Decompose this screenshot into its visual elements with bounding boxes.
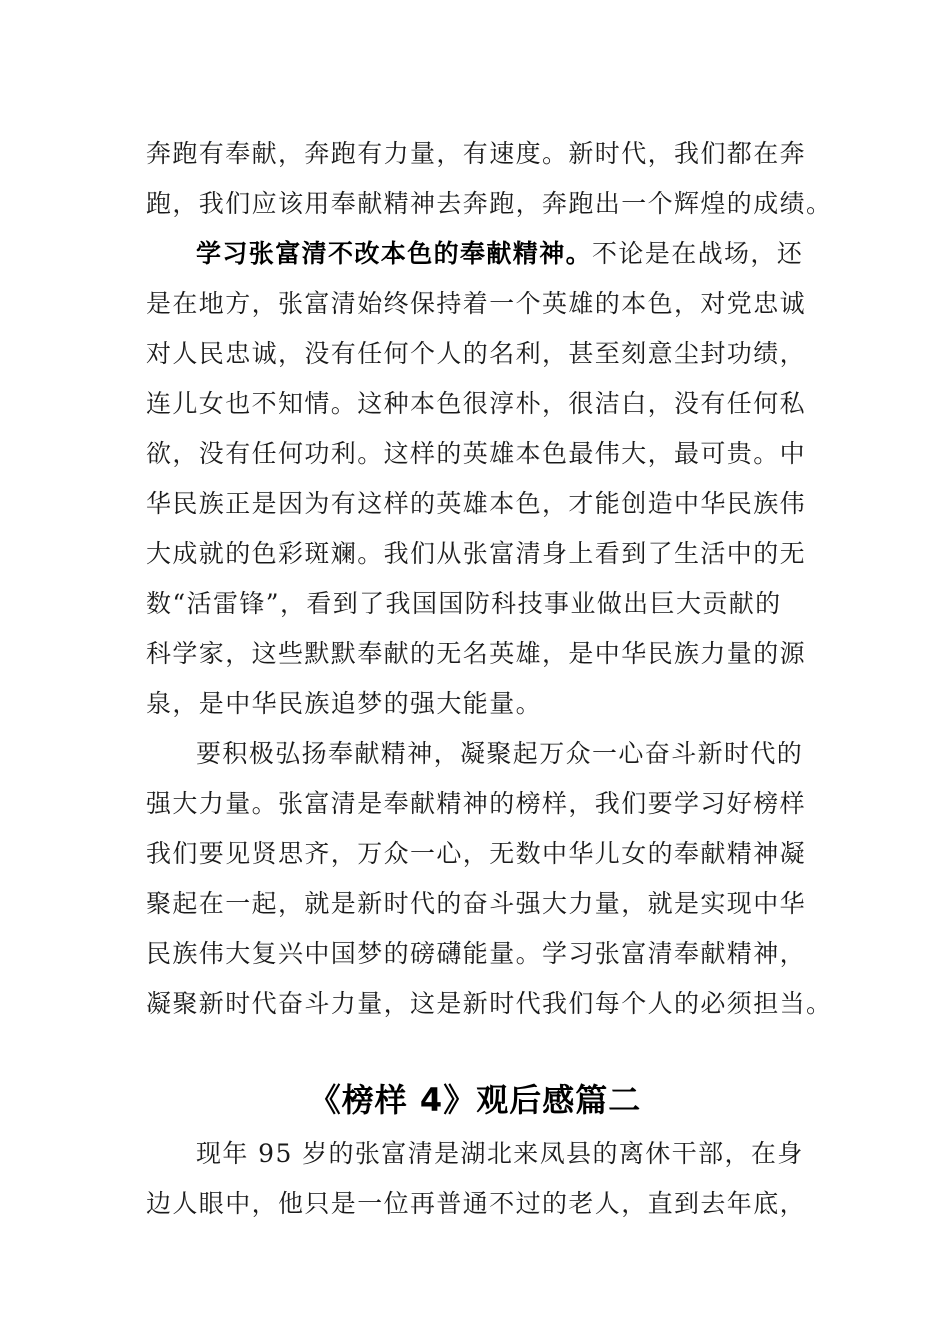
paragraph-line: 泉，是中华民族追梦的强大能量。 <box>146 689 543 718</box>
paragraph-line: 奔跑有奉献，奔跑有力量，有速度。新时代，我们都在奔 <box>146 139 807 168</box>
paragraph-first-line <box>196 238 806 270</box>
paragraph-first-line: 现年 95 岁的张富清是湖北来凤县的离休干部，在身 <box>196 1139 804 1168</box>
paragraph-line: 强大力量。张富清是奉献精神的榜样，我们要学习好榜样 <box>146 789 807 818</box>
paragraph-line: 我们要见贤思齐，万众一心，无数中华儿女的奉献精神凝 <box>146 839 807 868</box>
paragraph-line: 欲，没有任何功利。这样的英雄本色最伟大，最可贵。中 <box>146 439 807 468</box>
paragraph-line: 对人民忠诚，没有任何个人的名利，甚至刻意尘封功绩， <box>146 339 807 368</box>
bold-lead-text: 学习张富清不改本色的奉献精神。 <box>196 239 593 268</box>
paragraph-line: 科学家，这些默默奉献的无名英雄，是中华民族力量的源 <box>146 639 807 668</box>
paragraph-text: 不论是在战场，还 <box>592 239 804 268</box>
paragraph-first-line: 要积极弘扬奉献精神，凝聚起万众一心奋斗新时代的 <box>196 739 804 768</box>
section-heading: 《榜样 4》观后感篇二 <box>308 1081 642 1119</box>
paragraph-line: 跑，我们应该用奉献精神去奔跑，奔跑出一个辉煌的成绩。 <box>146 189 833 218</box>
paragraph-line: 边人眼中，他只是一位再普通不过的老人，直到去年底， <box>146 1189 807 1218</box>
paragraph-line: 聚起在一起，就是新时代的奋斗强大力量，就是实现中华 <box>146 889 807 918</box>
paragraph-line: 华民族正是因为有这样的英雄本色，才能创造中华民族伟 <box>146 489 807 518</box>
paragraph-line: 民族伟大复兴中国梦的磅礴能量。学习张富清奉献精神， <box>146 939 807 968</box>
paragraph-line: 大成就的色彩斑斓。我们从张富清身上看到了生活中的无 <box>146 539 807 568</box>
paragraph-line: 是在地方，张富清始终保持着一个英雄的本色，对党忠诚 <box>146 289 807 318</box>
paragraph-line: 连儿女也不知情。这种本色很淳朴，很洁白，没有任何私 <box>146 389 807 418</box>
paragraph-line: 数“活雷锋”，看到了我国国防科技事业做出巨大贡献的 <box>146 589 782 618</box>
paragraph-line: 凝聚新时代奋斗力量，这是新时代我们每个人的必须担当。 <box>146 989 833 1018</box>
